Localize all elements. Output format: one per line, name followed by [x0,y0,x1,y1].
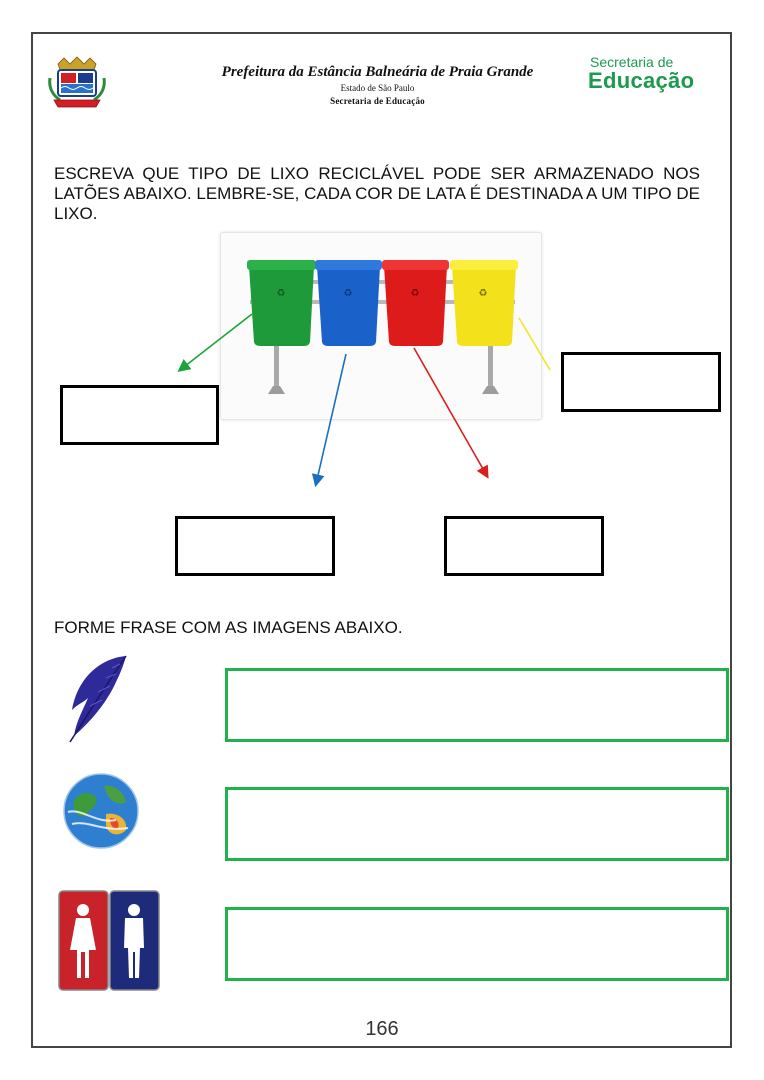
feather-icon [62,652,136,744]
brand-logo-line1: Secretaria de [590,54,674,70]
sentence-box-restroom[interactable] [225,907,729,981]
restroom-sign-icon [58,890,160,992]
sentence-box-feather[interactable] [225,668,729,742]
page-number: 166 [365,1018,399,1040]
answer-box-yellow[interactable] [561,352,721,412]
answer-box-green[interactable] [60,385,219,445]
svg-text:♻: ♻ [478,288,488,299]
header-title: Prefeitura da Estância Balneária de Praia Grande [221,64,534,80]
svg-text:♻: ♻ [276,288,286,299]
globe-icon [62,772,140,850]
blue-arrow [316,354,346,484]
green-arrow [180,314,252,370]
svg-text:♻: ♻ [410,288,420,299]
header-department: Secretaria de Educação [330,96,425,106]
exercise1-instruction: ESCREVA QUE TIPO DE LIXO RECICLÁVEL PODE SER ARMAZENADO NOS LATÕES ABAIXO. LEMBRE-SE, CADA COR DE LATA É DESTINADA A UM TIPO DE LIXO. [54,164,700,223]
header-state: Estado de São Paulo [340,83,415,93]
answer-box-blue[interactable] [175,516,335,576]
brand-logo-line2: Educação [588,68,695,93]
svg-text:♻: ♻ [343,288,353,299]
red-arrow [414,348,487,476]
answer-box-red[interactable] [444,516,604,576]
yellow-arrow [519,318,550,370]
sentence-box-globe[interactable] [225,787,729,861]
exercise2-instruction: FORME FRASE COM AS IMAGENS ABAIXO. [54,618,403,637]
